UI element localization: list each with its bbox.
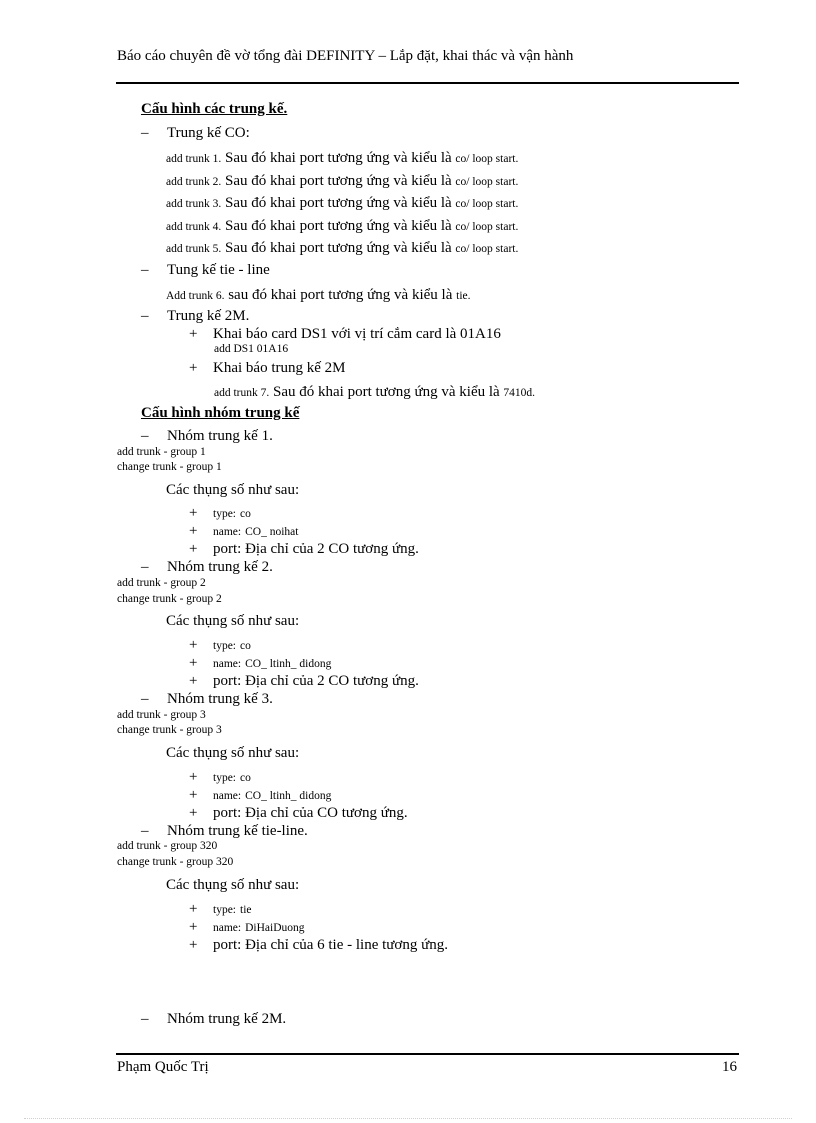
name-value: CO_ ltinh_ didong	[245, 658, 332, 670]
plus-bullet: +	[189, 805, 198, 821]
plus-bullet: +	[189, 326, 198, 342]
group-label: Nhóm trung kế 2.	[167, 559, 273, 575]
line-tail: co/ loop start.	[455, 198, 519, 210]
type-value: tie	[240, 904, 252, 916]
co-line-1	[166, 150, 518, 166]
dash-bullet: –	[141, 308, 149, 324]
plus-bullet: +	[189, 919, 198, 935]
group-3-type	[189, 769, 251, 785]
line-tail: co/ loop start.	[455, 153, 519, 165]
type-label: type:	[213, 772, 236, 784]
footer-rule	[116, 1053, 739, 1055]
co-line-5	[166, 240, 518, 256]
type-value: co	[240, 640, 251, 652]
command: add trunk 7.	[214, 387, 270, 399]
section-heading-trunks: Cấu hình các trung kế.	[141, 101, 288, 117]
2m-trunk-decl-text: Khai báo trung kế 2M	[213, 360, 346, 376]
group-1-add-command: add trunk - group 1	[117, 446, 206, 458]
group-3-add-command: add trunk - group 3	[117, 709, 206, 721]
group-2-change-command: change trunk - group 2	[117, 593, 222, 605]
line-text: Sau đó khai port tương ứng và kiểu là	[221, 195, 456, 211]
plus-bullet: +	[189, 655, 198, 671]
port-text: port: Địa chỉ của CO tương ứng.	[213, 805, 408, 821]
line-text: sau đó khai port tương ứng và kiểu là	[224, 287, 457, 303]
command: add trunk 5.	[166, 243, 222, 255]
tie-trunk-label: Tung kế tie - line	[167, 262, 270, 278]
dash-bullet: –	[141, 125, 149, 141]
plus-bullet: +	[189, 523, 198, 539]
dash-bullet: –	[141, 262, 149, 278]
line-tail: co/ loop start.	[455, 176, 519, 188]
line-text: Sau đó khai port tương ứng và kiểu là	[221, 173, 456, 189]
group-1-name	[189, 523, 298, 539]
group-tie-type	[189, 901, 252, 917]
group-2-item	[141, 560, 273, 575]
group-tie-port	[189, 937, 448, 953]
port-text: port: Địa chỉ của 2 CO tương ứng.	[213, 541, 419, 557]
group-tie-change-command: change trunk - group 320	[117, 856, 234, 868]
line-tail: 7410d.	[503, 387, 536, 399]
plus-bullet: +	[189, 360, 198, 376]
group-2-add-command: add trunk - group 2	[117, 577, 206, 589]
line-text: Sau đó khai port tương ứng và kiểu là	[269, 384, 504, 400]
footer-author: Phạm Quốc Trị	[117, 1059, 209, 1075]
line-text: Sau đó khai port tương ứng và kiểu là	[221, 150, 456, 166]
line-tail: co/ loop start.	[455, 221, 519, 233]
group-2-name	[189, 655, 331, 671]
tie-line	[166, 287, 471, 303]
command: add trunk 2.	[166, 176, 222, 188]
co-trunk-item	[141, 126, 250, 141]
group-3-item	[141, 692, 273, 707]
group-1-type	[189, 505, 251, 521]
ds1-text: Khai báo card DS1 với vị trí cắm card là 01A16	[213, 326, 501, 342]
plus-bullet: +	[189, 505, 198, 521]
group-label: Nhóm trung kế 1.	[167, 428, 273, 444]
group-3-change-command: change trunk - group 3	[117, 724, 222, 736]
port-text: port: Địa chỉ của 2 CO tương ứng.	[213, 673, 419, 689]
type-label: type:	[213, 904, 236, 916]
command: add trunk 3.	[166, 198, 222, 210]
type-label: type:	[213, 640, 236, 652]
plus-bullet: +	[189, 901, 198, 917]
line-text: Sau đó khai port tương ứng và kiểu là	[221, 240, 456, 256]
name-value: DiHaiDuong	[245, 922, 305, 934]
page-number: 16	[722, 1059, 737, 1075]
line-tail: tie.	[456, 290, 471, 302]
dash-bullet: –	[141, 1011, 149, 1027]
ds1-item	[189, 327, 501, 342]
group-1-port	[189, 541, 419, 557]
group-label: Nhóm trung kế 3.	[167, 691, 273, 707]
group-2-port	[189, 673, 419, 689]
ds1-command: add DS1 01A16	[214, 343, 289, 355]
plus-bullet: +	[189, 937, 198, 953]
name-value: CO_ noihat	[245, 526, 299, 538]
type-label: type:	[213, 508, 236, 520]
dash-bullet: –	[141, 428, 149, 444]
dash-bullet: –	[141, 559, 149, 575]
2m-trunk-item	[141, 309, 249, 324]
group-label: Nhóm trung kế tie-line.	[167, 823, 308, 839]
tie-trunk-item	[141, 263, 270, 278]
command: Add trunk 6.	[166, 290, 225, 302]
group-1-item	[141, 429, 273, 444]
command: add trunk 1.	[166, 153, 222, 165]
line-tail: co/ loop start.	[455, 243, 519, 255]
page-header: Báo cáo chuyên đề vờ tổng đài DEFINITY – Lắp đặt, khai thác và vận hành	[117, 48, 574, 64]
co-line-3	[166, 195, 518, 211]
co-line-2	[166, 173, 518, 189]
dash-bullet: –	[141, 823, 149, 839]
group-3-port	[189, 805, 408, 821]
group-1-change-command: change trunk - group 1	[117, 461, 222, 473]
line-text: Sau đó khai port tương ứng và kiểu là	[221, 218, 456, 234]
header-rule	[116, 82, 739, 84]
plus-bullet: +	[189, 637, 198, 653]
group-3-params-label: Các thụng số như sau:	[166, 745, 300, 761]
name-value: CO_ ltinh_ didong	[245, 790, 332, 802]
command: add trunk 4.	[166, 221, 222, 233]
group-label: Nhóm trung kế 2M.	[167, 1011, 287, 1027]
group-1-params-label: Các thụng số như sau:	[166, 482, 300, 498]
plus-bullet: +	[189, 673, 198, 689]
port-text: port: Địa chỉ của 6 tie - line tương ứng.	[213, 937, 448, 953]
group-2-type	[189, 637, 251, 653]
plus-bullet: +	[189, 787, 198, 803]
group-tie-params-label: Các thụng số như sau:	[166, 877, 300, 893]
name-label: name:	[213, 658, 242, 670]
name-label: name:	[213, 790, 242, 802]
type-value: co	[240, 772, 251, 784]
2m-trunk-decl-item	[189, 361, 345, 376]
plus-bullet: +	[189, 769, 198, 785]
dash-bullet: –	[141, 691, 149, 707]
plus-bullet: +	[189, 541, 198, 557]
group-3-name	[189, 787, 331, 803]
page-edge-divider	[24, 1118, 792, 1119]
group-tie-add-command: add trunk - group 320	[117, 840, 218, 852]
group-tie-item	[141, 824, 308, 839]
group-2m-item	[141, 1012, 286, 1027]
section-heading-groups: Cấu hình nhóm trung kế	[141, 405, 300, 421]
name-label: name:	[213, 922, 242, 934]
2m-trunk-line	[214, 384, 535, 400]
group-tie-name	[189, 919, 305, 935]
name-label: name:	[213, 526, 242, 538]
type-value: co	[240, 508, 251, 520]
2m-trunk-label: Trung kế 2M.	[167, 308, 250, 324]
co-trunk-label: Trung kế CO:	[167, 125, 250, 141]
co-line-4	[166, 218, 518, 234]
group-2-params-label: Các thụng số như sau:	[166, 613, 300, 629]
